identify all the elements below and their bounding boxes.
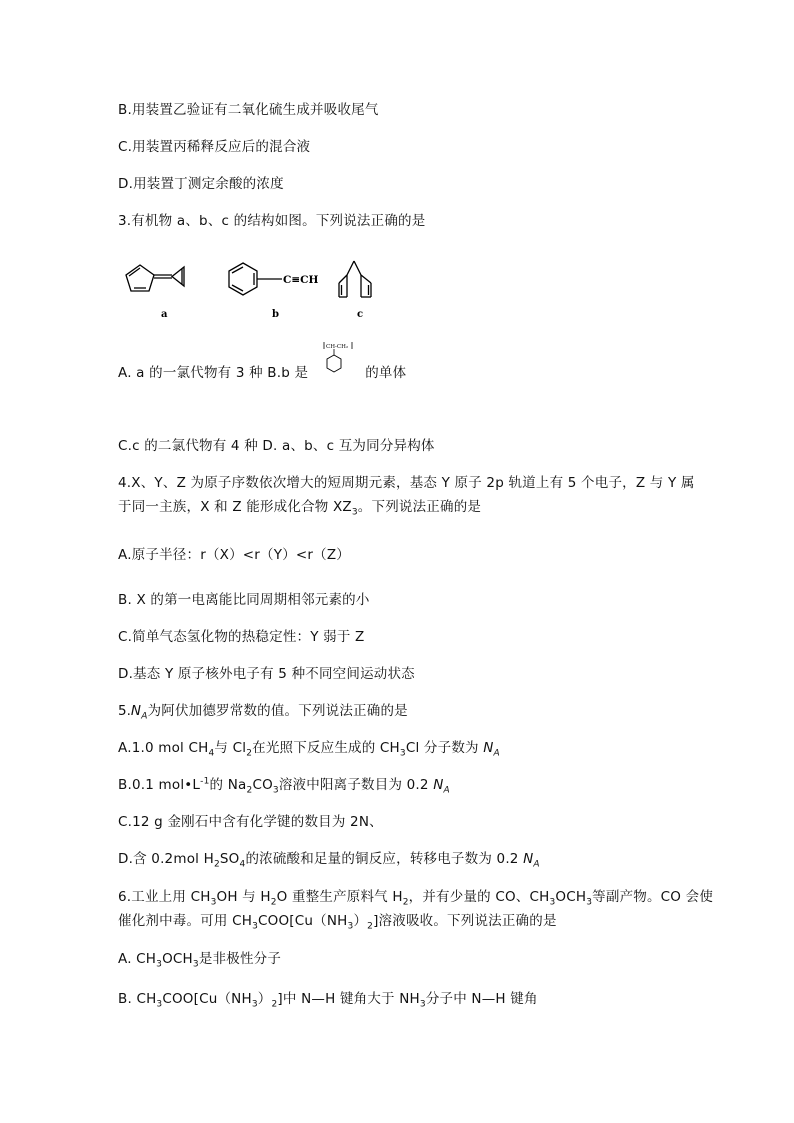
structure-c-label: c: [357, 309, 364, 320]
line-q4a: A.原子半径：r（X）<r（Y）<r（Z）: [118, 547, 351, 563]
line-q5d: D.含 0.2mol $H_2SO_4$的浓硫酸和足量的铜反应，转移电子数为 0.2 $N_A$: [118, 851, 540, 870]
q4-stem-2b: 。下列说法正确的是: [357, 499, 482, 515]
line-q6a: A. $CH_3OCH_3$是非极性分子: [118, 951, 282, 970]
q3a-text: A. a 的一氯代物有 3 种 B.b 是: [118, 365, 309, 381]
line-q6b: B. $CH_3COO[Cu(NH_3)_2]$中 N—H 键角大于 $NH_3$分子中 N—H 键角: [118, 991, 538, 1010]
line-q2c: C.用装置丙稀释反应后的混合液: [118, 139, 311, 155]
structure-b-label: b: [272, 309, 279, 320]
na-symbol: N: [130, 703, 142, 719]
line-q4d: D.基态 Y 原子核外电子有 5 种不同空间运动状态: [118, 666, 415, 682]
line-q4b: B. X 的第一电离能比同周期相邻元素的小: [118, 592, 370, 608]
line-q5a: A.1.0 mol $CH_4$与 $Cl_2$在光照下反应生成的 $CH_3Cl$ 分子数为 $N_A$: [118, 740, 500, 759]
polymer-repeat-unit: CH-CH₂: [326, 344, 349, 350]
structure-c: [339, 261, 371, 297]
line-q3: 3.有机物 a、b、c 的结构如图。下列说法正确的是: [118, 213, 426, 229]
line-q2d: D.用装置丁测定余酸的浓度: [118, 176, 284, 192]
q4-stem-2a: 于同一主族，X 和 Z 能形成化合物 XZ: [118, 499, 352, 515]
structure-a-label: a: [161, 309, 168, 320]
line-q4c: C.简单气态氢化物的热稳定性：Y 弱于 Z: [118, 629, 365, 645]
line-q6-stem-1: 6.工业上用 $CH_3OH$ 与 $H_2O$ 重整生产原料气 $H_2$，并有少量的 CO、$CH_3OCH_3$等副产物。CO 会使: [118, 889, 714, 908]
structure-b-alkyne: C≡CH: [283, 274, 319, 286]
line-q4-stem-2: [118, 498, 481, 516]
line-q3-options-ab: [118, 364, 406, 382]
polystyrene-structure: [323, 341, 353, 381]
line-q5c: C.12 g 金刚石中含有化学键的数目为 2N、: [118, 814, 383, 830]
line-q5b: B.0.1 $mol•L^{-1}$的 $Na_2CO_3$溶液中阳离子数目为 0.2 $N_A$: [118, 776, 450, 796]
line-q5-stem: $5.N_A$为阿伏加德罗常数的值。下列说法正确的是: [118, 703, 408, 722]
q4-sub: 3: [351, 507, 358, 518]
structure-a: [126, 265, 184, 291]
line-q2b: B.用装置乙验证有二氧化硫生成并吸收尾气: [118, 102, 379, 118]
structure-b: [229, 263, 282, 295]
line-q3-options-cd: C.c 的二氯代物有 4 种 D. a、b、c 互为同分异构体: [118, 438, 435, 454]
line-q4-stem-1: 4.X、Y、Z 为原子序数依次增大的短周期元素，基态 Y 原子 2p 轨道上有 5 个电子，Z 与 Y 属: [118, 475, 695, 491]
q3a-tail: 的单体: [365, 365, 407, 381]
line-q6-stem-2: 催化剂中毒。可用 $CH_3COO[Cu(NH_3)_2]$溶液吸收。下列说法正确的是: [118, 913, 557, 932]
structure-figure: [122, 247, 394, 323]
